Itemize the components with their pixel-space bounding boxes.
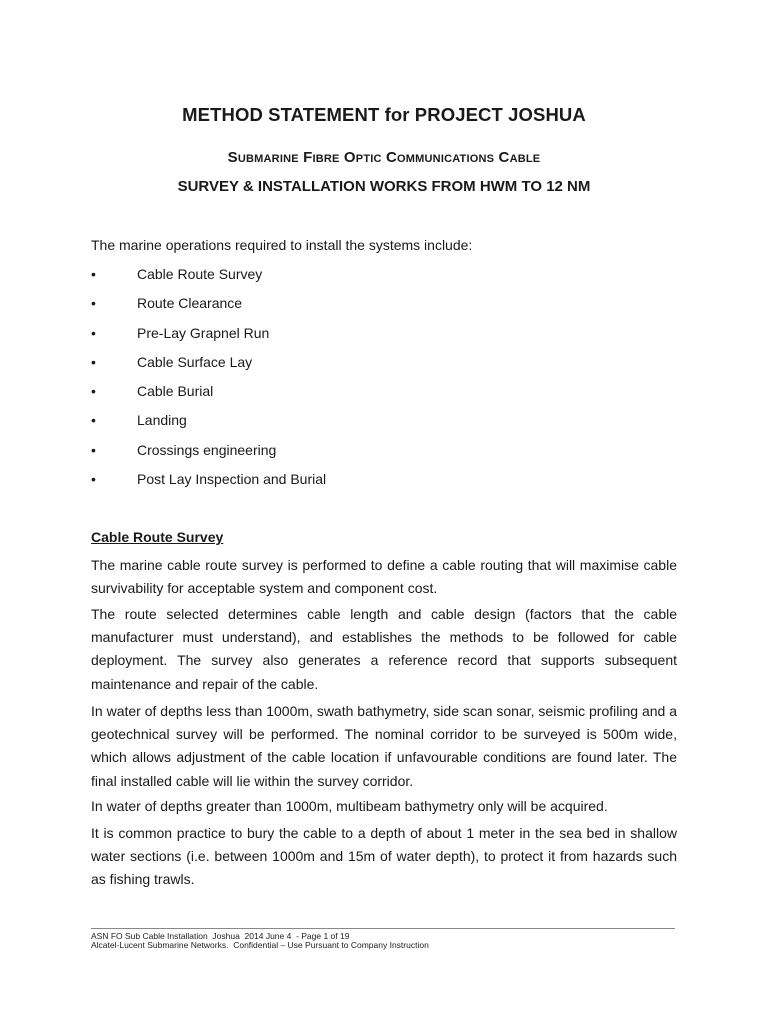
paragraph: It is common practice to bury the cable to a depth of about 1 meter in the sea bed in shallow water sections (i.e. between 1000m and 15m of water depth), to protect it from hazards such as fishing trawls. [91, 825, 677, 888]
paragraph: In water of depths less than 1000m, swath bathymetry, side scan sonar, seismic profiling and a geotechnical survey will be performed. The nominal corridor to be surveyed is 500m wide, which allows adjustment of the cable location if unfavourable conditions are found later. The final installed cable will lie within the survey corridor. [91, 703, 677, 789]
section-heading-cable-route-survey: Cable Route Survey [91, 529, 224, 545]
paragraph: In water of depths greater than 1000m, multibeam bathymetry only will be acquired. [91, 798, 608, 814]
bullet-icon: • [91, 471, 96, 488]
intro-text: The marine operations required to install the systems include: [91, 237, 473, 253]
list-item-text: Pre-Lay Grapnel Run [137, 324, 270, 341]
list-item-text: Landing [137, 412, 187, 429]
document-title: METHOD STATEMENT for PROJECT JOSHUA [182, 104, 586, 125]
paragraph: The route selected determines cable length and cable design (factors that the cable manufacturer must understand), and establishes the methods to be followed for cable deployment. The survey also generates a reference record that supports subsequent maintenance and repair of the cable. [91, 606, 677, 692]
bullet-icon: • [91, 353, 96, 370]
list-item-text: Route Clearance [137, 295, 243, 312]
paragraph: The marine cable route survey is performed to define a cable routing that will maximise cable survivability for acceptable system and component cost. [91, 557, 677, 597]
list-item-text: Cable Route Survey [137, 266, 263, 282]
list-item-text: Post Lay Inspection and Burial [137, 471, 327, 488]
bullet-icon: • [91, 295, 96, 312]
bullet-icon: • [91, 412, 96, 429]
document-subtitle-line1: Submarine Fibre Optic Communications Cable [227, 149, 541, 166]
bullet-icon: • [91, 383, 96, 400]
bullet-icon: • [91, 324, 96, 341]
footer-divider [91, 928, 675, 929]
list-item-text: Cable Surface Lay [137, 353, 253, 370]
bullet-icon: • [91, 266, 96, 282]
footer-line-2: Alcatel-Lucent Submarine Networks. Confidential – Use Pursuant to Company Instruction [91, 940, 429, 950]
document-subtitle-line2: SURVEY & INSTALLATION WORKS FROM HWM TO 12 NM [177, 178, 591, 195]
list-item-text: Cable Burial [137, 383, 214, 400]
list-item-text: Crossings engineering [137, 441, 277, 458]
bullet-icon: • [91, 441, 96, 458]
footer-line-1: ASN FO Sub Cable Installation Joshua 2014 June 4 - Page 1 of 19 [91, 931, 350, 941]
